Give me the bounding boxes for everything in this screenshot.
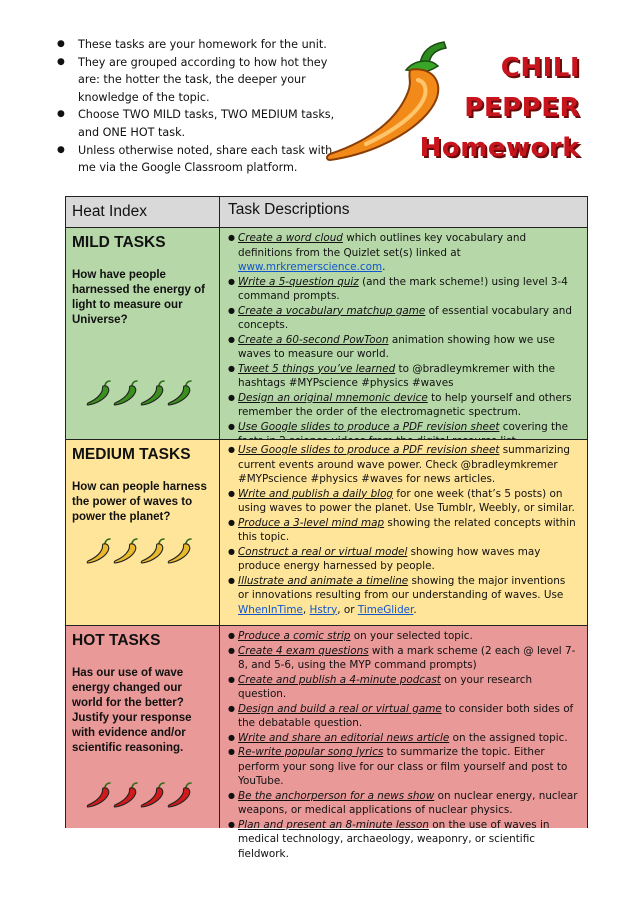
task-text: showing the related concepts within this topic. xyxy=(238,516,576,543)
list-item xyxy=(228,702,579,731)
intro-bullet: ● Choose TWO MILD tasks, TWO MEDIUM tasks, and ONE HOT task. xyxy=(55,106,345,141)
timeglider-link[interactable]: TimeGlider xyxy=(357,603,414,616)
chili-pepper-icon xyxy=(165,780,195,810)
list-item xyxy=(228,629,579,644)
task-title: Create and publish a 4-minute podcast xyxy=(238,673,441,686)
list-item xyxy=(228,516,579,545)
task-title: Plan and present an 8-minute lesson xyxy=(238,818,429,831)
task-title: Create a word cloud xyxy=(238,232,343,244)
task-text: animation showing how we use waves to measure our world. xyxy=(238,333,555,360)
task-text: showing the major inventions or innovations resulting from our understanding of waves. Use xyxy=(238,574,566,601)
chili-pepper-icon xyxy=(138,536,168,566)
hot-question: Has our use of wave energy changed our world for the better? Justify your response with evidence and/or scientific reasoning. xyxy=(72,667,192,754)
medium-question: How can people harness the power of waves to power the planet? xyxy=(72,481,207,523)
task-text: of essential vocabulary and concepts. xyxy=(238,304,572,331)
intro-instructions xyxy=(55,36,345,177)
table-header-row xyxy=(66,196,587,227)
task-text: to @bradleymkremer with the hashtags #MYPscience #physics #waves xyxy=(238,362,556,389)
hot-peppers xyxy=(84,780,202,810)
task-text: to summarize the topic. Either perform your song live for our class or film yourself and post to YouTube. xyxy=(238,746,568,787)
list-item xyxy=(228,545,579,574)
task-title: Create a vocabulary matchup game xyxy=(238,304,426,317)
task-text: with a mark scheme (2 each @ level 7-8, and 5-6, using the MYP command prompts) xyxy=(238,644,576,671)
task-title: Re-write popular song lyrics xyxy=(238,746,384,758)
list-item xyxy=(228,818,579,862)
medium-tasks-row xyxy=(66,439,587,625)
list-item xyxy=(228,673,579,702)
list-item xyxy=(228,487,579,516)
medium-heat-cell xyxy=(66,440,220,625)
chili-pepper-icon xyxy=(111,780,141,810)
task-text-end: . xyxy=(413,603,417,616)
list-item xyxy=(228,789,579,818)
chili-pepper-icon xyxy=(138,780,168,810)
task-text: on your selected topic. xyxy=(350,630,473,642)
task-title: Construct a real or virtual model xyxy=(238,545,408,558)
task-title: Write and publish a daily blog xyxy=(238,487,394,500)
header-heat-index: Heat Index xyxy=(66,197,220,227)
hot-heat-cell xyxy=(66,626,220,828)
task-text: (and the mark scheme!) using level 3-4 command prompts. xyxy=(238,275,568,302)
homework-table xyxy=(65,196,588,860)
task-text: on the use of waves in medical technology, archaeology, weaponry, or scientific fieldwork. xyxy=(238,818,550,860)
intro-bullet: ● They are grouped according to how hot they are: the hotter the task, the deeper your knowledge of the topic. xyxy=(55,54,345,107)
task-text: covering the xyxy=(502,420,569,433)
hstry-link[interactable]: Hstry xyxy=(309,603,338,616)
list-item xyxy=(228,333,579,362)
intro-bullet: ● These tasks are your homework for the unit. xyxy=(55,36,345,54)
logo-line-pepper: PEPPER xyxy=(464,93,580,123)
task-title: Tweet 5 things you’ve learned xyxy=(238,362,396,375)
task-title: Illustrate and animate a timeline xyxy=(238,574,409,587)
chili-pepper-icon xyxy=(84,378,114,408)
task-text: showing how waves may produce energy harnessed by people. xyxy=(238,545,541,572)
list-item xyxy=(228,391,579,420)
logo-line-homework: Homework xyxy=(419,133,580,163)
list-item xyxy=(228,275,579,304)
task-title: Write and share an editorial news article xyxy=(238,731,450,744)
chili-pepper-icon xyxy=(165,378,195,408)
task-text: to consider both sides of the debatable question. xyxy=(238,702,574,729)
task-title: Be the anchorperson for a news show xyxy=(238,789,435,802)
intro-bullet: ● Unless otherwise noted, share each task with me via the Google Classroom platform. xyxy=(55,142,345,177)
mild-tasks-row xyxy=(66,227,587,439)
chili-pepper-icon xyxy=(165,536,195,566)
medium-task-list xyxy=(221,440,587,625)
task-title: Use Google slides to produce a PDF revision sheet xyxy=(238,444,500,456)
task-title: Use Google slides to produce a PDF revision sheet xyxy=(238,420,500,433)
list-item xyxy=(228,304,579,333)
logo-title xyxy=(390,48,580,168)
task-title: Design an original mnemonic device xyxy=(238,391,428,404)
task-text: which outlines key vocabulary and definitions from the Quizlet set(s) linked at xyxy=(238,232,527,259)
task-title: Create a 60-second PowToon xyxy=(238,333,389,346)
task-title: Design and build a real or virtual game xyxy=(238,702,442,715)
chili-pepper-icon xyxy=(84,780,114,810)
list-item xyxy=(228,231,579,275)
task-title: Produce a comic strip xyxy=(238,630,351,642)
mild-heat-cell xyxy=(66,228,220,439)
list-item xyxy=(228,362,579,391)
task-text-end: . xyxy=(382,261,386,273)
list-item xyxy=(228,731,579,746)
task-text: summarizing current events around wave power. Check @bradleymkremer #MYPscience #physics #waves for news articles. xyxy=(238,444,571,485)
chili-pepper-icon xyxy=(111,536,141,566)
task-title: Write a 5-question quiz xyxy=(238,275,359,288)
logo-line-chili: CHILI xyxy=(500,53,580,83)
chili-pepper-icon xyxy=(138,378,168,408)
mild-peppers xyxy=(84,378,202,408)
list-item xyxy=(228,443,579,487)
wheninTime-link[interactable]: WhenInTime xyxy=(238,603,303,616)
mild-question: How have people harnessed the energy of light to measure our Universe? xyxy=(72,269,205,326)
task-title: Create 4 exam questions xyxy=(238,644,369,657)
hot-task-list xyxy=(221,626,587,860)
hot-title: HOT TASKS xyxy=(72,632,161,649)
chili-pepper-icon xyxy=(84,536,114,566)
task-text: on the assigned topic. xyxy=(449,731,568,744)
mild-title: MILD TASKS xyxy=(72,234,166,251)
separator-text: , xyxy=(302,603,310,616)
hot-tasks-row xyxy=(66,625,587,860)
task-text: for one week (that’s 5 posts) on using waves to power the planet. Use Tumblr, Weebly, or similar. xyxy=(238,487,575,514)
task-text: on your research question. xyxy=(238,673,533,700)
mrkremerscience-link[interactable]: www.mrkremerscience.com xyxy=(238,261,383,273)
medium-title: MEDIUM TASKS xyxy=(72,446,191,463)
task-text: on nuclear energy, nuclear weapons, or medical applications of nuclear physics. xyxy=(238,789,578,816)
separator-text: , or xyxy=(337,603,358,616)
list-item xyxy=(228,574,579,618)
task-title: Produce a 3-level mind map xyxy=(238,516,385,529)
header-task-descriptions: Task Descriptions xyxy=(228,201,350,218)
medium-peppers xyxy=(84,536,202,566)
mild-task-list xyxy=(221,228,587,439)
task-text: to help yourself and others remember the order of the electromagnetic spectrum. xyxy=(238,391,572,418)
list-item xyxy=(228,644,579,673)
chili-pepper-icon xyxy=(111,378,141,408)
list-item xyxy=(228,745,579,789)
